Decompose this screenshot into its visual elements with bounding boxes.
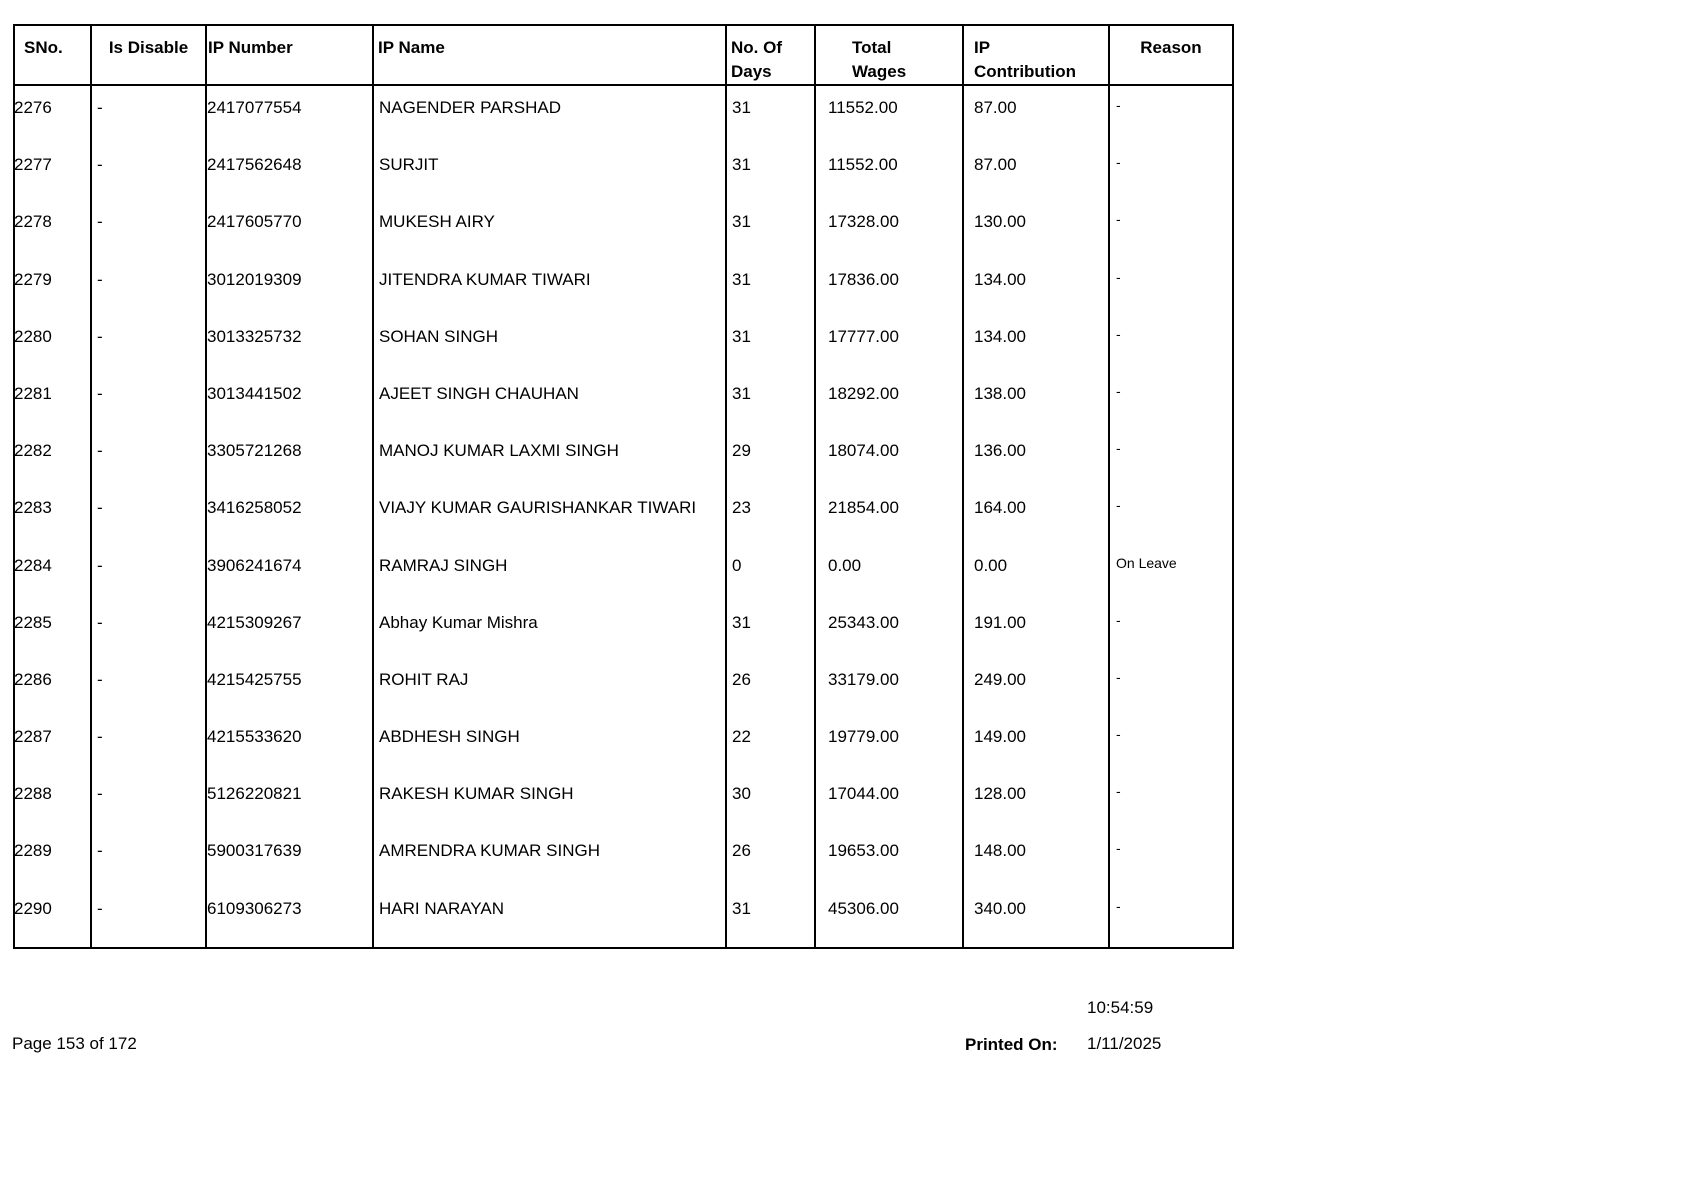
cell-reason [1109, 601, 1233, 658]
printed-time: 10:54:59 [1087, 998, 1154, 1017]
cell-ip-contribution [963, 658, 1109, 715]
cell-total-wages-value: 21854.00 [828, 498, 899, 518]
cell-reason-value: - [1116, 783, 1121, 800]
cell-total-wages [815, 486, 963, 543]
table-row [14, 143, 1233, 200]
cell-sno [14, 715, 91, 772]
cell-ip-number-value: 3013441502 [207, 383, 302, 403]
header-no-of-days-line2: Days [731, 62, 772, 81]
cell-is-disable [91, 658, 206, 715]
cell-no-of-days [726, 544, 815, 601]
cell-total-wages [815, 887, 963, 948]
cell-ip-contribution [963, 772, 1109, 829]
cell-sno [14, 429, 91, 486]
cell-total-wages-value: 19779.00 [828, 727, 899, 747]
cell-sno-value: 2289 [14, 841, 52, 861]
cell-is-disable [91, 315, 206, 372]
table-row [14, 544, 1233, 601]
cell-sno [14, 486, 91, 543]
table-row [14, 486, 1233, 543]
cell-total-wages-value: 18292.00 [828, 383, 899, 403]
cell-no-of-days-value: 23 [732, 498, 751, 518]
cell-sno [14, 829, 91, 886]
cell-is-disable-value: - [97, 898, 103, 918]
cell-reason-value: On Leave [1116, 554, 1177, 571]
cell-sno-value: 2281 [14, 383, 52, 403]
cell-total-wages [815, 315, 963, 372]
cell-sno [14, 85, 91, 143]
cell-ip-contribution [963, 544, 1109, 601]
header-total-wages [815, 25, 963, 85]
table-row [14, 372, 1233, 429]
cell-ip-contribution [963, 200, 1109, 257]
cell-total-wages [815, 429, 963, 486]
cell-ip-number-value: 4215533620 [207, 727, 302, 747]
header-ip-name-label: IP Name [378, 38, 445, 57]
cell-no-of-days [726, 85, 815, 143]
cell-ip-contribution-value: 87.00 [974, 155, 1017, 175]
cell-total-wages-value: 17777.00 [828, 326, 899, 346]
cell-sno-value: 2284 [14, 555, 52, 575]
cell-sno [14, 658, 91, 715]
cell-reason [1109, 200, 1233, 257]
cell-no-of-days [726, 658, 815, 715]
cell-ip-number-value: 5126220821 [207, 784, 302, 804]
cell-ip-name-value: NAGENDER PARSHAD [379, 98, 561, 117]
cell-total-wages-value: 18074.00 [828, 441, 899, 461]
cell-ip-number [206, 200, 373, 257]
cell-total-wages [815, 772, 963, 829]
cell-ip-contribution [963, 143, 1109, 200]
cell-ip-contribution [963, 601, 1109, 658]
cell-ip-number [206, 429, 373, 486]
cell-ip-name-value: ABDHESH SINGH [379, 727, 520, 747]
cell-ip-name [373, 429, 726, 486]
cell-ip-number-value: 3012019309 [207, 269, 302, 289]
cell-ip-name [373, 258, 726, 315]
cell-is-disable-value: - [97, 383, 103, 403]
cell-total-wages [815, 143, 963, 200]
cell-total-wages-value: 45306.00 [828, 898, 899, 918]
cell-reason-value: - [1116, 497, 1121, 514]
cell-sno [14, 544, 91, 601]
cell-is-disable [91, 601, 206, 658]
cell-reason [1109, 887, 1233, 948]
table-row [14, 85, 1233, 143]
cell-sno [14, 143, 91, 200]
cell-reason-value: - [1116, 840, 1121, 857]
cell-is-disable [91, 829, 206, 886]
cell-is-disable [91, 486, 206, 543]
cell-total-wages-value: 0.00 [828, 555, 862, 575]
cell-ip-name [373, 829, 726, 886]
cell-ip-contribution-value: 0.00 [974, 555, 1008, 575]
cell-sno-value: 2290 [14, 898, 52, 918]
cell-ip-name-value: AJEET SINGH CHAUHAN [379, 383, 579, 403]
cell-ip-name-value: SURJIT [379, 155, 439, 175]
cell-ip-name-value: HARI NARAYAN [379, 898, 505, 918]
cell-reason [1109, 658, 1233, 715]
header-ip-name [373, 25, 726, 85]
cell-ip-number [206, 544, 373, 601]
cell-ip-name-value: ROHIT RAJ [379, 669, 469, 689]
cell-no-of-days-value: 31 [732, 269, 751, 289]
header-sno-label: SNo. [24, 38, 63, 57]
cell-no-of-days [726, 829, 815, 886]
cell-ip-name [373, 315, 726, 372]
header-reason-label: Reason [1140, 38, 1202, 57]
cell-reason [1109, 85, 1233, 143]
cell-sno [14, 258, 91, 315]
cell-is-disable-value: - [97, 441, 103, 461]
cell-ip-contribution [963, 429, 1109, 486]
cell-no-of-days [726, 372, 815, 429]
cell-ip-contribution-value: 130.00 [974, 212, 1026, 232]
cell-is-disable [91, 372, 206, 429]
cell-no-of-days-value: 31 [732, 383, 751, 403]
cell-ip-contribution-value: 340.00 [974, 898, 1026, 918]
cell-no-of-days [726, 887, 815, 948]
cell-is-disable-value: - [97, 727, 103, 747]
cell-ip-number-value: 4215309267 [207, 612, 302, 632]
cell-ip-name [373, 658, 726, 715]
cell-total-wages-value: 17836.00 [828, 269, 899, 289]
cell-ip-contribution [963, 715, 1109, 772]
header-no-of-days-label [727, 26, 814, 84]
cell-ip-contribution [963, 829, 1109, 886]
cell-reason [1109, 715, 1233, 772]
cell-is-disable [91, 772, 206, 829]
cell-ip-number-value: 3305721268 [207, 441, 302, 461]
table-row [14, 601, 1233, 658]
cell-ip-number [206, 85, 373, 143]
cell-is-disable [91, 258, 206, 315]
cell-is-disable-value: - [97, 669, 103, 689]
cell-total-wages [815, 200, 963, 257]
header-sno [14, 25, 91, 85]
cell-sno [14, 887, 91, 948]
table-row [14, 829, 1233, 886]
cell-ip-number-value: 2417562648 [207, 155, 302, 175]
cell-ip-name [373, 486, 726, 543]
cell-ip-name [373, 887, 726, 948]
cell-is-disable-value: - [97, 212, 103, 232]
cell-ip-number-value: 3013325732 [207, 326, 302, 346]
cell-no-of-days-value: 31 [732, 155, 751, 175]
cell-reason-value: - [1116, 325, 1121, 342]
cell-ip-contribution-value: 136.00 [974, 441, 1026, 461]
header-no-of-days [726, 25, 815, 85]
cell-sno [14, 772, 91, 829]
cell-ip-contribution-value: 87.00 [974, 98, 1017, 117]
cell-is-disable [91, 143, 206, 200]
cell-reason-value: - [1116, 897, 1121, 914]
cell-reason [1109, 486, 1233, 543]
cell-reason-value: - [1116, 440, 1121, 457]
table-body [14, 85, 1233, 948]
cell-total-wages [815, 829, 963, 886]
cell-is-disable-value: - [97, 841, 103, 861]
cell-total-wages [815, 258, 963, 315]
header-is-disable [91, 25, 206, 85]
cell-sno-value: 2277 [14, 155, 52, 175]
cell-is-disable-value: - [97, 612, 103, 632]
cell-total-wages-value: 19653.00 [828, 841, 899, 861]
cell-no-of-days-value: 26 [732, 669, 751, 689]
cell-reason-value: - [1116, 382, 1121, 399]
cell-is-disable-value: - [97, 555, 103, 575]
cell-sno-value: 2287 [14, 727, 52, 747]
cell-is-disable [91, 429, 206, 486]
cell-ip-name [373, 715, 726, 772]
header-total-wages-label [816, 26, 962, 84]
cell-ip-contribution-value: 128.00 [974, 784, 1026, 804]
cell-total-wages [815, 601, 963, 658]
cell-ip-name-value: MUKESH AIRY [379, 212, 495, 232]
printed-date: 1/11/2025 [1087, 1034, 1162, 1053]
cell-ip-number [206, 143, 373, 200]
cell-ip-contribution-value: 148.00 [974, 841, 1026, 861]
cell-is-disable [91, 887, 206, 948]
cell-ip-contribution-value: 249.00 [974, 669, 1026, 689]
cell-no-of-days [726, 200, 815, 257]
cell-reason [1109, 315, 1233, 372]
cell-total-wages [815, 372, 963, 429]
cell-reason-value: - [1116, 668, 1121, 685]
cell-sno-value: 2288 [14, 784, 52, 804]
cell-sno-value: 2276 [14, 98, 52, 117]
cell-is-disable [91, 85, 206, 143]
cell-total-wages [815, 544, 963, 601]
cell-sno-value: 2286 [14, 669, 52, 689]
cell-total-wages [815, 658, 963, 715]
cell-total-wages-value: 25343.00 [828, 612, 899, 632]
table-row [14, 772, 1233, 829]
cell-reason-value: - [1116, 611, 1121, 628]
table-row [14, 658, 1233, 715]
cell-ip-number-value: 4215425755 [207, 669, 302, 689]
cell-reason-value: - [1116, 726, 1121, 743]
cell-sno [14, 601, 91, 658]
header-ip-number-label: IP Number [208, 38, 293, 57]
cell-sno [14, 315, 91, 372]
cell-sno-value: 2282 [14, 441, 52, 461]
cell-ip-name [373, 772, 726, 829]
cell-no-of-days [726, 486, 815, 543]
header-ip-number [206, 25, 373, 85]
header-no-of-days-line1: No. Of [731, 38, 782, 57]
table-header-row [14, 25, 1233, 85]
cell-ip-contribution-value: 134.00 [974, 326, 1026, 346]
cell-sno [14, 372, 91, 429]
page-number: Page 153 of 172 [12, 1034, 137, 1053]
table-row [14, 200, 1233, 257]
cell-ip-number [206, 658, 373, 715]
cell-no-of-days-value: 26 [732, 841, 751, 861]
cell-no-of-days-value: 31 [732, 326, 751, 346]
cell-total-wages-value: 33179.00 [828, 669, 899, 689]
header-total-wages-line1: Total [852, 38, 892, 57]
cell-ip-number [206, 772, 373, 829]
printed-on-label: Printed On: [965, 1035, 1058, 1054]
cell-ip-name [373, 85, 726, 143]
cell-reason-value: - [1116, 268, 1121, 285]
header-total-wages-line2: Wages [852, 62, 907, 81]
cell-ip-contribution [963, 887, 1109, 948]
cell-is-disable-value: - [97, 98, 103, 117]
cell-ip-name [373, 200, 726, 257]
cell-no-of-days [726, 601, 815, 658]
header-is-disable-label: Is Disable [108, 38, 189, 57]
cell-is-disable [91, 715, 206, 772]
cell-sno-value: 2285 [14, 612, 52, 632]
cell-ip-name [373, 544, 726, 601]
cell-ip-number [206, 601, 373, 658]
cell-ip-name-value: RAMRAJ SINGH [379, 555, 508, 575]
cell-ip-name-value: AMRENDRA KUMAR SINGH [379, 841, 601, 861]
cell-ip-name-value: Abhay Kumar Mishra [379, 612, 538, 632]
cell-ip-name-value: VIAJY KUMAR GAURISHANKAR TIWARI [379, 498, 697, 518]
header-ip-contribution-label [964, 26, 1108, 84]
cell-no-of-days-value: 31 [732, 212, 751, 232]
cell-ip-contribution-value: 149.00 [974, 727, 1026, 747]
header-reason [1109, 25, 1233, 85]
cell-is-disable-value: - [97, 326, 103, 346]
cell-reason [1109, 429, 1233, 486]
cell-reason-value: - [1116, 211, 1121, 228]
cell-no-of-days [726, 315, 815, 372]
cell-total-wages [815, 715, 963, 772]
cell-ip-number-value: 2417605770 [207, 212, 302, 232]
cell-no-of-days [726, 143, 815, 200]
header-ip-contribution-line1: IP [974, 38, 991, 57]
cell-no-of-days [726, 772, 815, 829]
cell-sno-value: 2283 [14, 498, 52, 518]
cell-no-of-days [726, 429, 815, 486]
cell-ip-contribution [963, 315, 1109, 372]
cell-no-of-days-value: 22 [732, 727, 751, 747]
table-row [14, 887, 1233, 948]
cell-ip-number [206, 315, 373, 372]
table-row [14, 715, 1233, 772]
cell-ip-name-value: MANOJ KUMAR LAXMI SINGH [379, 441, 619, 461]
cell-ip-number [206, 829, 373, 886]
cell-sno [14, 200, 91, 257]
header-ip-contribution-line2: Contribution [974, 62, 1076, 81]
cell-ip-number [206, 486, 373, 543]
cell-is-disable-value: - [97, 155, 103, 175]
cell-ip-number-value: 3906241674 [207, 555, 302, 575]
cell-total-wages-value: 17328.00 [828, 212, 899, 232]
header-ip-contribution [963, 25, 1109, 85]
cell-is-disable-value: - [97, 269, 103, 289]
cell-ip-contribution-value: 191.00 [974, 612, 1026, 632]
cell-no-of-days [726, 715, 815, 772]
cell-ip-number-value: 6109306273 [207, 898, 302, 918]
cell-total-wages-value: 11552.00 [828, 155, 898, 175]
cell-no-of-days-value: 31 [732, 98, 751, 117]
cell-ip-contribution-value: 134.00 [974, 269, 1026, 289]
cell-ip-number [206, 887, 373, 948]
cell-reason [1109, 258, 1233, 315]
table-row [14, 258, 1233, 315]
cell-reason [1109, 544, 1233, 601]
cell-sno-value: 2278 [14, 212, 52, 232]
cell-no-of-days-value: 31 [732, 612, 751, 632]
cell-ip-contribution-value: 138.00 [974, 383, 1026, 403]
cell-ip-number [206, 715, 373, 772]
cell-is-disable [91, 200, 206, 257]
table-row [14, 315, 1233, 372]
cell-no-of-days-value: 31 [732, 898, 751, 918]
cell-total-wages [815, 85, 963, 143]
cell-no-of-days-value: 0 [732, 555, 742, 575]
cell-ip-contribution [963, 372, 1109, 429]
cell-ip-name [373, 601, 726, 658]
cell-no-of-days-value: 29 [732, 441, 751, 461]
cell-reason [1109, 372, 1233, 429]
cell-ip-name [373, 372, 726, 429]
cell-is-disable [91, 544, 206, 601]
table-row [14, 429, 1233, 486]
cell-reason-value: - [1116, 97, 1121, 113]
cell-ip-contribution [963, 486, 1109, 543]
cell-ip-name-value: JITENDRA KUMAR TIWARI [379, 269, 591, 289]
cell-ip-name-value: SOHAN SINGH [379, 326, 499, 346]
cell-ip-contribution [963, 258, 1109, 315]
cell-reason [1109, 829, 1233, 886]
cell-reason-value: - [1116, 154, 1121, 171]
cell-sno-value: 2280 [14, 326, 52, 346]
cell-total-wages-value: 11552.00 [828, 98, 898, 117]
cell-ip-number [206, 372, 373, 429]
cell-ip-number-value: 2417077554 [207, 98, 302, 117]
cell-ip-number [206, 258, 373, 315]
cell-is-disable-value: - [97, 784, 103, 804]
cell-ip-name-value: RAKESH KUMAR SINGH [379, 784, 574, 804]
cell-ip-number-value: 5900317639 [207, 841, 302, 861]
cell-is-disable-value: - [97, 498, 103, 518]
cell-total-wages-value: 17044.00 [828, 784, 899, 804]
cell-ip-name [373, 143, 726, 200]
cell-sno-value: 2279 [14, 269, 52, 289]
cell-ip-number-value: 3416258052 [207, 498, 302, 518]
cell-no-of-days-value: 30 [732, 784, 751, 804]
cell-reason [1109, 143, 1233, 200]
cell-no-of-days [726, 258, 815, 315]
contribution-table [13, 24, 1234, 949]
cell-ip-contribution [963, 85, 1109, 143]
cell-ip-contribution-value: 164.00 [974, 498, 1026, 518]
cell-reason [1109, 772, 1233, 829]
